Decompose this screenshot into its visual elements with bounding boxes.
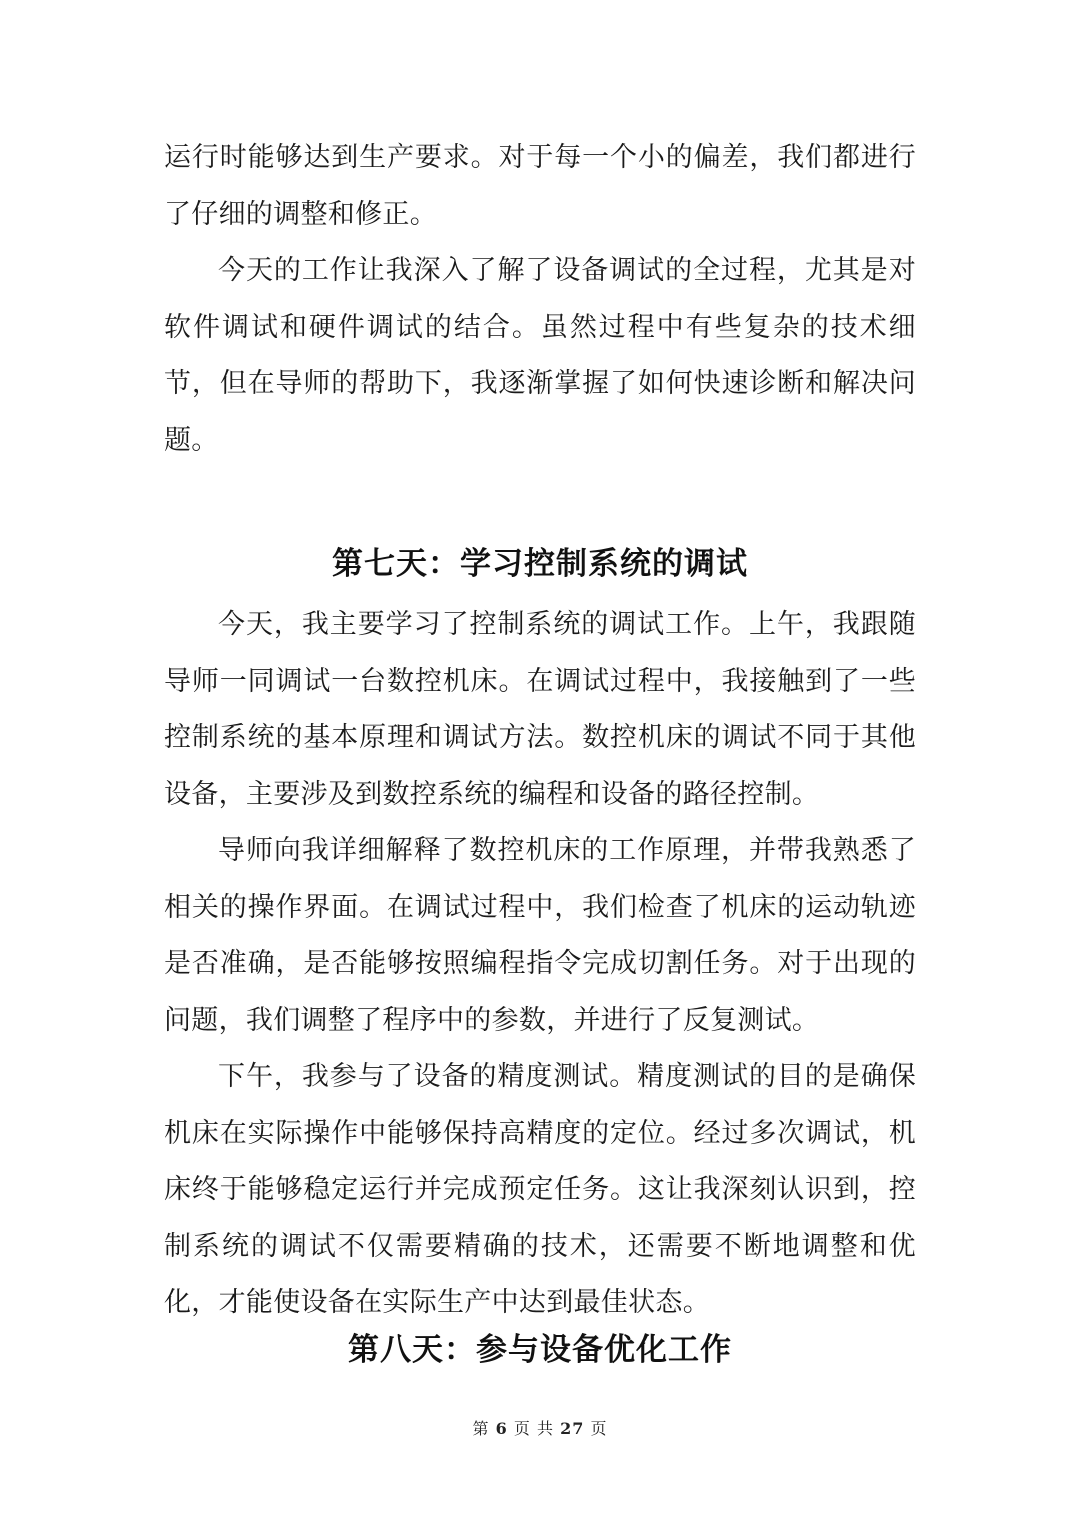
footer-page-number: 6: [495, 1419, 508, 1438]
continued-paragraph: 运行时能够达到生产要求。对于每一个小的偏差，我们都进行了仔细的调整和修正。: [164, 142, 916, 230]
page-footer: [0, 1416, 1080, 1439]
footer-prefix: 第: [472, 1419, 490, 1438]
footer-total-pages: 27: [560, 1419, 585, 1438]
paragraph: 今天的工作让我深入了解了设备调试的全过程，尤其是对软件调试和硬件调试的结合。虽然过程中有些复杂的技术细节，但在导师的帮助下，我逐渐掌握了如何快速诊断和解决问题。: [164, 255, 916, 456]
footer-suffix: 页: [590, 1419, 608, 1438]
footer-middle: 页 共: [513, 1419, 554, 1438]
day7-paragraph-3: 下午，我参与了设备的精度测试。精度测试的目的是确保机床在实际操作中能够保持高精度的定位。经过多次调试，机床终于能够稳定运行并完成预定任务。这让我深刻认识到，控制系统的调试不仅需要精确的技术，还需要不断地调整和优化，才能使设备在实际生产中达到最佳状态。: [164, 1061, 916, 1318]
day7-paragraph-2: 导师向我详细解释了数控机床的工作原理，并带我熟悉了相关的操作界面。在调试过程中，我们检查了机床的运动轨迹是否准确，是否能够按照编程指令完成切割任务。对于出现的问题，我们调整了程序中的参数，并进行了反复测试。: [164, 835, 916, 1036]
day7-heading: 第七天：学习控制系统的调试: [332, 546, 748, 582]
day7-paragraph-1: 今天，我主要学习了控制系统的调试工作。上午，我跟随导师一同调试一台数控机床。在调试过程中，我接触到了一些控制系统的基本原理和调试方法。数控机床的调试不同于其他设备，主要涉及到数控系统的编程和设备的路径控制。: [164, 609, 916, 810]
day8-heading: 第八天：参与设备优化工作: [348, 1332, 732, 1368]
page-content: [164, 130, 916, 1332]
